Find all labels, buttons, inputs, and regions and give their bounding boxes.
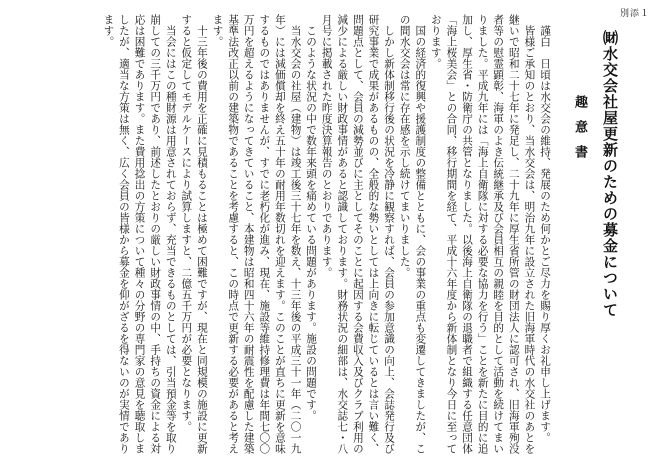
attachment-label: 別添１	[619, 9, 650, 19]
paragraph-changes: 国の経済的復興や援護制度の整備とともに、会の事業の重点も変遷してきましたが、この間水交会は常に存在感を示し続けてまいりました。	[398, 14, 427, 454]
paragraph-building: 当水交会の社屋（建物）は竣工後三十七年を数え、十三年後の平成三十一年（二〇一九年）には減価償却を終え五十年の耐用年数切れを迎えます。このことが直ちに更新を意味するものではありませんが、すでに老朽化が進み、現在、施設等維持修理費は年間七〇〇万円を超えるようになってきていること、本建物は昭和四十六年の耐震性を配慮した建築基準法改正以前の建築物であることを考慮すると、この時点で更新する必要があると考えます。	[211, 14, 302, 454]
paragraph-greeting: 謹白 日頃は水交会の維持、発展のため何かとご尽力を賜り厚くお礼申し上げます。	[539, 24, 551, 443]
section-heading: 趣意書	[572, 95, 587, 170]
document-title: ㈶水交会社屋更新のための募金について	[601, 30, 619, 318]
paragraph-funding: 当会にはこの種財源は用意されておらず、充当できるものとしては、引当預金等を取り崩しての三千万円であり、前述したとおりの厳しい財政事情の中、手持ちの資金による対応は困難であります。また費用捻出の方策について種々の分野の専門家の意見を聴取しましたが、適当な方策は無く、広く会員の皆様から募金を仰がざるを得ないのが実情であります。	[102, 14, 177, 454]
document-body	[7, 14, 552, 464]
paragraph-estimate: 十三年後の費用を正確に見積もることは極めて困難ですが、現在と同規模の施設に更新すると仮定してモデルケースにより試算しますと、二億五千万円が必要となります。	[180, 14, 208, 454]
paragraph-history: 皆様ご承知のとおり、当水交会は、明治九年に設立された旧海軍時代の水交社のあとを継いで昭和二十七年に発足し、二十九年に厚生省所管の財団法人に認可され、旧海軍殉没者等の慰霊顕彰、海軍のよき伝統継承及び会員相互の親睦を目的として活動を続けてまいりました。平成九年には「海上自衛隊に対する必要な協力を行う」ことを新たに目的に追加し、厚生省・防衛庁の共管となりました。以後海上自衛隊の退職者で組織する任意団体「海上桜美会」との合同、移行期間を経て、平成十六年度から新体制となり今日に至っております。	[429, 14, 536, 454]
paragraph-problem: このような状況の中で数年来頭を痛めている問題があります。施設の問題です。	[305, 24, 318, 421]
paragraph-status: しかし新体制移行後の状況を冷静に観察すれば、会員の参加意識の向上、会誌発行及び研究事業で成果があるものの、全般的な勢いとしては上向きに転じているとは言い難く、問題点として、会員の減勢並びに主としてそのことに起因する会費収入及びクラブ利用の減少による厳しい財政事情があると認識しております。財務状況の細部は、水交誌七・八月号に掲載された昨度決算報告のとおりであります。	[320, 14, 396, 454]
